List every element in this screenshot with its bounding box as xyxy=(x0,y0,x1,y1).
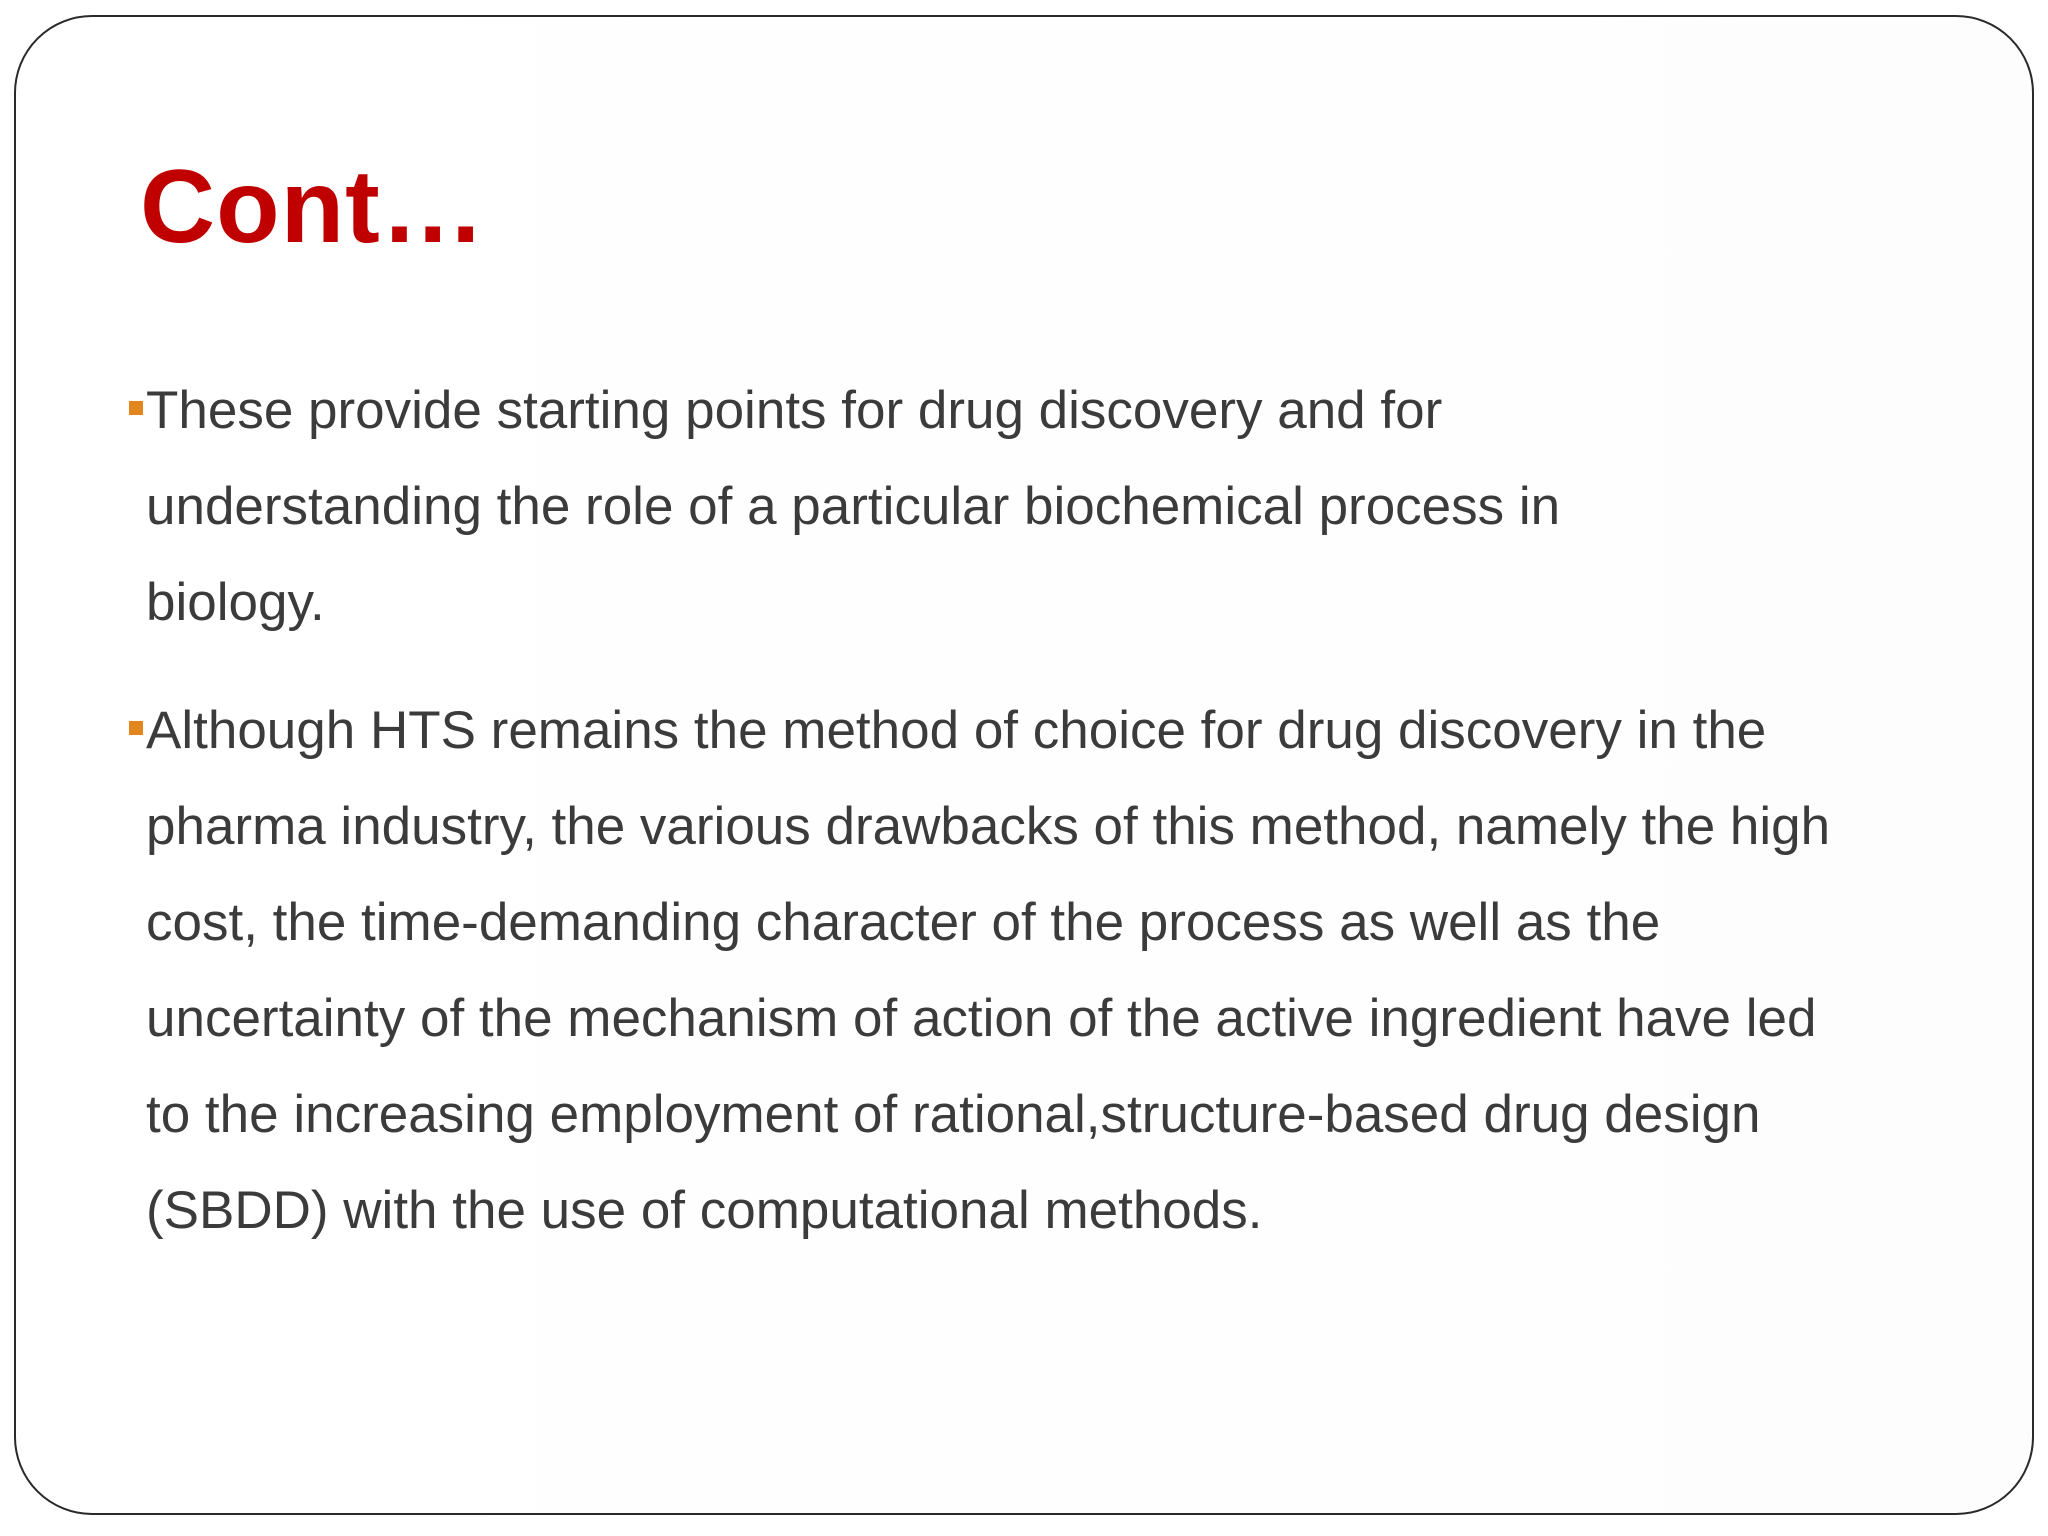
bullet-line: Although HTS remains the method of choice for drug discovery in the xyxy=(146,701,1767,760)
bullet-item xyxy=(129,683,1989,1259)
square-bullet-icon xyxy=(129,721,143,735)
square-bullet-icon xyxy=(129,401,143,415)
bullet-line: to the increasing employment of rational,structure-based drug design xyxy=(146,1085,1761,1144)
bullet-line: uncertainty of the mechanism of action of the active ingredient have led xyxy=(146,989,1817,1048)
slide-frame xyxy=(14,15,2034,1515)
bullet-line: These provide starting points for drug discovery and for xyxy=(146,381,1443,440)
bullet-line: pharma industry, the various drawbacks of this method, namely the high xyxy=(146,797,1831,856)
bullet-line: (SBDD) with the use of computational methods. xyxy=(146,1181,1263,1240)
bullet-line: cost, the time-demanding character of the process as well as the xyxy=(146,893,1661,952)
bullet-line: biology. xyxy=(146,573,325,632)
bullet-text xyxy=(146,683,1989,1259)
bullet-list xyxy=(129,363,1989,1291)
bullet-line: understanding the role of a particular biochemical process in xyxy=(146,477,1561,536)
bullet-item xyxy=(129,363,1989,651)
slide-title: Cont… xyxy=(140,149,486,265)
bullet-text xyxy=(146,363,1989,651)
